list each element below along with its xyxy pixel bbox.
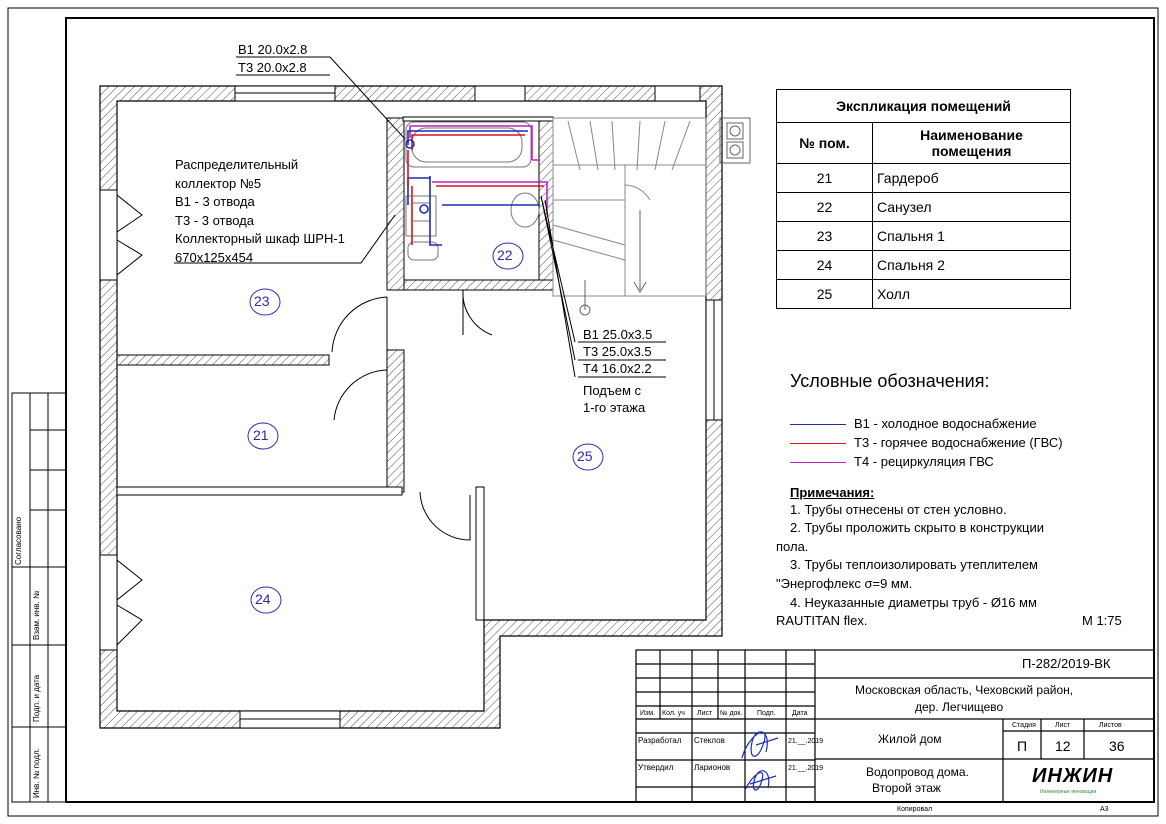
notes-title: Примечания: — [790, 485, 875, 500]
legend-label: В1 - холодное водоснабжение — [854, 416, 1037, 431]
room-number: 23 — [254, 293, 270, 309]
staircase — [553, 118, 706, 315]
sheet-label: Лист — [1055, 722, 1071, 729]
room-explication-table — [776, 89, 1071, 309]
partition-wall — [404, 280, 553, 290]
side-stamp-agreed: Согласовано — [14, 516, 23, 565]
collector-note-line: В1 - 3 отвода — [175, 194, 255, 209]
collector-note-line: Распределительный — [175, 157, 299, 172]
side-stamp-replaced: Взам. инв. № — [32, 590, 41, 640]
side-stamp-sign-date: Подп. и дата — [32, 674, 41, 722]
note-line: "Энергофлекс σ=9 мм. — [776, 576, 913, 591]
collector-note-line: 670х125х454 — [175, 249, 254, 265]
pipe-tag-riser-t3: Т3 25.0x3.5 — [583, 344, 652, 359]
note-line: 4. Неуказанные диаметры труб - Ø16 мм — [790, 595, 1037, 610]
drawing-code: П-282/2019-ВК — [1022, 656, 1111, 671]
col-head: Подп. — [757, 710, 776, 717]
approved-date: 21.__.2019 — [788, 765, 824, 772]
collector-note-line: коллектор №5 — [175, 175, 262, 191]
table-row: 24 Спальня 2 — [777, 251, 1071, 280]
explication-title: Экспликация помещений — [777, 90, 1071, 123]
collector-note-line: Т3 - 3 отвода — [175, 212, 254, 228]
sheets-value: 36 — [1109, 738, 1125, 754]
window — [475, 86, 525, 101]
interior-door — [332, 290, 492, 540]
note-line: 1. Трубы отнесены от стен условно. — [790, 502, 1007, 517]
riser-note: 1-го этажа — [583, 400, 646, 415]
pipe-tag-riser-b1: В1 25.0x3.5 — [583, 327, 653, 342]
developed-date: 21.__.2019 — [788, 738, 824, 745]
logo-text: ИНЖИН — [1032, 765, 1114, 787]
approved-name: Ларионов — [694, 763, 731, 772]
legend-label: Т3 - горячее водоснабжение (ГВС) — [854, 435, 1063, 450]
note-line: RAUTITAN flex. — [776, 613, 868, 628]
col-head: Изм. — [640, 710, 655, 717]
room-number: 24 — [255, 591, 271, 607]
col-head: Лист — [697, 710, 713, 717]
pipe-tag-riser-t4: Т4 16.0x2.2 — [583, 361, 652, 376]
explication-col-name: Наименование помещения — [873, 123, 1071, 164]
format-label: А3 — [1100, 806, 1109, 813]
col-head: Кол. уч — [662, 710, 685, 717]
col-head: Дата — [792, 710, 808, 717]
developed-label: Разработал — [638, 736, 682, 745]
table-row: 23 Спальня 1 — [777, 222, 1071, 251]
location-line: дер. Легчищево — [915, 700, 1004, 714]
room-number: 21 — [253, 427, 269, 443]
legend-label: Т4 - рециркуляция ГВС — [854, 454, 994, 469]
stage-label: Стадия — [1012, 722, 1036, 729]
explication-col-num: № пом. — [777, 123, 873, 164]
copied-label: Копировал — [897, 806, 933, 813]
developed-name: Стеклов — [694, 736, 725, 745]
note-line: 3. Трубы теплоизолировать утеплителем — [790, 557, 1038, 572]
window — [655, 86, 700, 101]
legend-swatch — [790, 424, 846, 425]
stage-value: П — [1017, 738, 1028, 754]
approved-label: Утвердил — [638, 763, 674, 772]
table-row: 21 Гардероб — [777, 164, 1071, 193]
room-number: 22 — [497, 247, 513, 263]
sheets-label: Листов — [1099, 722, 1122, 729]
partition-wall — [476, 487, 484, 620]
side-stamp-inv: Инв. № подл. — [32, 748, 41, 798]
legend-title: Условные обозначения: — [790, 371, 990, 391]
bathroom-fixtures — [406, 122, 539, 260]
signature — [742, 732, 778, 790]
sheet-title-line: Водопровод дома. — [866, 765, 969, 779]
partition-wall — [387, 350, 404, 492]
object-name: Жилой дом — [878, 732, 942, 746]
partition-wall — [403, 117, 553, 121]
pipe-tag-b1-top: В1 20.0x2.8 — [238, 42, 308, 57]
pipe-tag-t3-top: Т3 20.0x2.8 — [238, 60, 307, 75]
riser-note: Подъем с — [583, 383, 641, 398]
note-line: пола. — [776, 539, 809, 554]
collector-note — [175, 156, 345, 267]
room-number: 25 — [577, 448, 593, 464]
note-line: 2. Трубы проложить скрыто в конструкции — [790, 520, 1044, 535]
partition-wall — [387, 118, 404, 290]
vent-block — [720, 118, 750, 163]
collector-note-line: Коллекторный шкаф ШРН-1 — [175, 231, 345, 246]
drawing-scale: М 1:75 — [1082, 613, 1122, 628]
room-markers — [248, 243, 603, 613]
table-row: 25 Холл — [777, 280, 1071, 309]
sheet-value: 12 — [1055, 738, 1071, 754]
legend-swatch — [790, 462, 846, 463]
table-row: 22 Санузел — [777, 193, 1071, 222]
location-line: Московская область, Чеховский район, — [855, 683, 1074, 697]
partition-wall — [117, 355, 329, 365]
sheet-title-line: Второй этаж — [872, 781, 941, 795]
legend-swatch — [790, 443, 846, 444]
col-head: № док. — [720, 710, 743, 717]
logo-subtitle: Инженерные инновации — [1040, 789, 1097, 795]
partition-wall — [117, 487, 402, 495]
